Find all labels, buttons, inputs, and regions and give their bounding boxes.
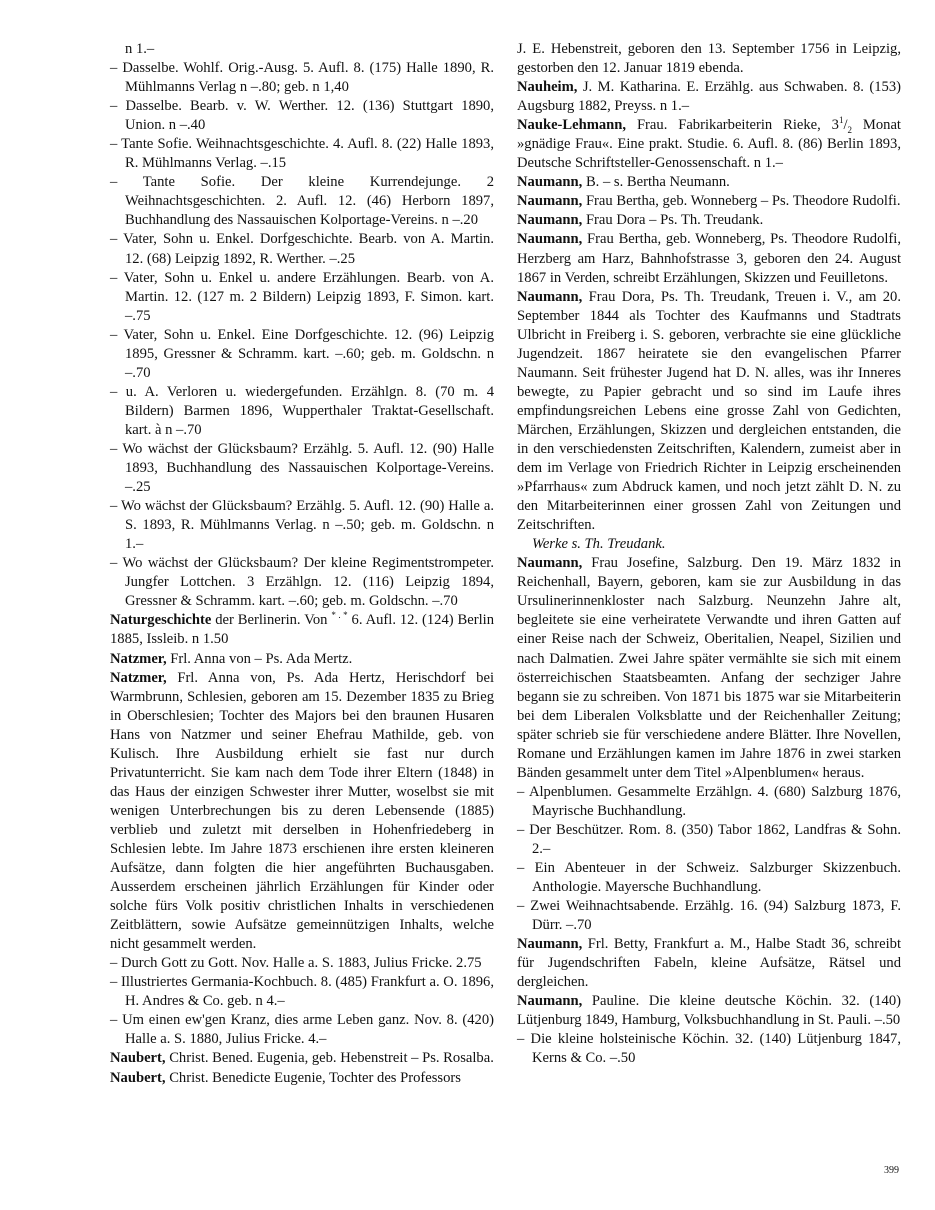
entry-text: Frl. Betty, Frankfurt a. M., Halbe Stadt 36, schreibt für Jugendschriften Fabeln, kleine Aufsätze, Rätsel und dergleichen. [517,936,901,991]
entry-naturgeschichte [110,611,494,649]
entry-text: Frau Bertha, geb. Wonneberg – Ps. Theodore Rudolfi. [582,193,901,210]
headword: Naumann, [517,555,583,572]
entry-text: J. M. Katharina. E. Erzählg. aus Schwaben. 8. (153) Augsburg 1882, Preyss. n 1.– [517,79,901,115]
asterisms: * . * [331,610,348,621]
headword: Naumann, [517,212,583,229]
sub-entry: – Der Beschützer. Rom. 8. (350) Tabor 1862, Landfras & Sohn. 2.– [517,821,901,857]
sub-entry: – Illustriertes Germania-Kochbuch. 8. (485) Frankfurt a. O. 1896, H. Andres & Co. geb. n 4.– [110,974,494,1010]
headword: Nauheim, [517,79,578,96]
sub-entry: – Vater, Sohn u. Enkel. Dorfgeschichte. Bearb. von A. Martin. 12. (68) Leipzig 1892, R. Werther. –.25 [110,231,494,267]
page-number: 399 [884,1165,899,1176]
entry-text: Frau Bertha, geb. Wonneberg, Ps. Theodore Rudolfi, Herzberg am Harz, Bahnhofstrasse 3, geboren den 24. August 1867 in Verden, schreibt Erzählungen, Skizzen und Feuilletons. [517,231,901,286]
entry-text: 6. Aufl. 12. (124) Berlin 1885, Issleib. n 1.50 [110,612,495,648]
entry-text: Monat »gnädige Frau«. Eine prakt. Studie. 6. Aufl. 8. (86) Berlin 1893, Deutsche Schriftsteller-Genossenschaft. n 1.– [517,117,901,172]
headword: Naubert, [110,1050,166,1067]
sub-entry: – u. A. Verloren u. wiedergefunden. Erzählgn. 8. (70 m. 4 Bildern) Barmen 1896, Wupperthaler Traktat-Gesellschaft. kart. à n –.70 [110,383,494,438]
entry-naumann-pauline [517,992,901,1030]
entry-naumann-josefine [517,554,901,783]
sub-entry: – Wo wächst der Glücksbaum? Erzählg. 5. Aufl. 12. (90) Halle 1893, Buchhandlung des Nassauischen Kolportage-Vereins. –.25 [110,440,494,496]
entry-text: Christ. Bened. Eugenia, geb. Hebenstreit – Ps. Rosalba. [165,1050,494,1067]
entry-natzmer-2 [110,669,494,955]
sub-entry: – Tante Sofie. Der kleine Kurrendejunge. 2 Weihnachtsgeschichten. 2. Aufl. 12. (46) Herborn 1897, Buchhandlung des Nassauischen Kolportage-Vereins. n –.20 [110,174,494,229]
fraction-denominator: 2 [847,125,853,136]
works-reference: Werke s. Th. Treudank. [532,536,666,553]
sub-entry: – Ein Abenteuer in der Schweiz. Salzburger Skizzenbuch. Anthologie. Mayersche Buchhandlung. [517,860,901,896]
entry-text: Frl. Anna von – Ps. Ada Mertz. [166,650,353,667]
entry-text: B. – s. Bertha Neumann. [582,174,730,191]
headword: Natzmer, [110,650,167,667]
entry-naumann-dora-1 [517,211,901,230]
sub-entry: – Wo wächst der Glücksbaum? Erzählg. 5. Aufl. 12. (90) Halle a. S. 1893, R. Mühlmanns Verlag. n –.50; geb. m. Goldschn. n 1.– [110,498,494,553]
headword: Naumann, [517,288,583,305]
entry-natzmer-1 [110,650,494,669]
headword: Naubert, [110,1069,166,1086]
sub-entry: – Zwei Weihnachtsabende. Erzählg. 16. (94) Salzburg 1873, F. Dürr. –.70 [517,898,901,934]
headword: Naturgeschichte [110,612,212,629]
left-column [110,40,494,1088]
sub-entry: – Vater, Sohn u. Enkel. Eine Dorfgeschichte. 12. (96) Leipzig 1895, Gressner & Schramm. kart. –.60; geb. m. Goldschn. n –.70 [110,326,494,381]
headword: Naumann, [517,231,583,248]
entry-naubert-1 [110,1049,494,1068]
fraction-numerator: 1 [838,115,844,126]
sub-entry: – Dasselbe. Wohlf. Orig.-Ausg. 5. Aufl. 8. (175) Halle 1890, R. Mühlmanns Verlag n –.80; geb. n 1,40 [110,60,494,96]
sub-entry: – Alpenblumen. Gesammelte Erzählgn. 4. (680) Salzburg 1876, Mayrische Buchhandlung. [517,783,901,819]
entry-text: Frau Dora, Ps. Th. Treudank, Treuen i. V., am 20. September 1844 als Tochter des Kaufmanns und Stadtrats Ulbricht in Freiberg i. S. geboren, verbrachte sie eine glückliche Jugendzeit. 1867 heiratete sie den evangelischen Pfarrer Naumann. Seit frühester Jugend hat D. N. alles, was ihr Inneres bewegte, zu Papier gebracht und so sind im Laufe ihres empfindungsreichen Lebens eine grosse Zahl von Gedichten, Märchen, Erzählungen, Skizzen und dergleichen entstanden, die in den verschiedensten Zeitschriften, Kalendern, zumeist aber in dem im Verlage von Friedrich Richter in Leipzig erscheinenden »Pfarrhaus« zum Abdruck kamen, und noch jetzt zählt D. N. zu den Mitarbeiterinnen einer grossen Zahl von Zeitungen und Zeitschriften. [517,288,901,534]
headword: Naumann, [517,193,583,210]
entry-naumann-dora-2 [517,288,901,536]
sub-entry: – Die kleine holsteinische Köchin. 32. (140) Lütjenburg 1847, Kerns & Co. –.50 [517,1031,901,1067]
headword: Natzmer, [110,669,167,686]
entry-text: Frau. Fabrikarbeiterin Rieke, 3 [626,117,839,134]
entry-text: Christ. Benedicte Eugenie, Tochter des Professors [165,1069,461,1086]
sub-entry: – Tante Sofie. Weihnachtsgeschichte. 4. Aufl. 8. (22) Halle 1893, R. Mühlmanns Verlag. –.15 [110,136,494,172]
entry-naumann-betty [517,935,901,992]
sub-entry: – Vater, Sohn u. Enkel u. andere Erzählungen. Bearb. von A. Martin. 12. (127 m. 2 Bildern) Leipzig 1893, F. Simon. kart. –.75 [110,269,494,324]
fraction-slash: / [843,117,848,134]
entry-nauke-lehmann [517,116,901,173]
headword: Naumann, [517,174,583,191]
sub-entry: – Wo wächst der Glücksbaum? Der kleine Regimentstrompeter. Jungfer Lottchen. 3 Erzählgn. 12. (116) Leipzig 1894, Gressner & Schramm. kart. –.60; geb. m. Goldschn. –.70 [110,555,494,610]
sub-entry: – Durch Gott zu Gott. Nov. Halle a. S. 1883, Julius Fricke. 2.75 [110,955,482,972]
entry-naumann-bertha-1 [517,192,901,211]
entry-text: Frl. Anna von, Ps. Ada Hertz, Herischdorf bei Warmbrunn, Schlesien, geboren am 15. Dezember 1835 zu Brieg in Oberschlesien; Tochter des Majors bei den braunen Husaren Hans von Natzmer und seiner Ehefrau Mathilde, geb. von Kulisch. Ihre Ausbildung erhielt sie fast nur durch Privatunterricht. Sie kam nach dem Tode ihrer Eltern (1848) in das Haus der einzigen Schwester ihrer Mutter, woselbst sie mit wenigen Unterbrechungen bis zu deren Lebensende (1885) verblieb und zuletzt mit derselben in Hohenfriedeberg in Schlesien lebte. Im Jahre 1873 erschienen ihre ersten kleineren Aufsätze, dann folgten die hier angeführten Buchausgaben. Ausserdem erscheinen jährlich Erzählungen für Kinder oder solche fürs Volk positiv christlichen Inhalts in verschiedenen Zeitblättern, sowie Aufsätze gemeinnützigen Inhalts, welche nicht gesammelt werden. [110,669,494,953]
headword: Naumann, [517,936,583,953]
entry-text: Pauline. Die kleine deutsche Köchin. 32. (140) Lütjenburg 1849, Hamburg, Volksbuchhandlung in St. Pauli. –.50 [517,993,901,1029]
entry-naubert-2 [110,1069,494,1088]
continuation-text: J. E. Hebenstreit, geboren den 13. September 1756 in Leipzig, gestorben den 12. Januar 1819 ebenda. [517,41,901,77]
entry-text: der Berlinerin. Von [211,612,332,629]
sub-entry: – Um einen ew'gen Kranz, dies arme Leben ganz. Nov. 8. (420) Halle a. S. 1880, Julius Fricke. 4.– [110,1012,494,1048]
sub-entry: – Dasselbe. Bearb. v. W. Werther. 12. (136) Stuttgart 1890, Union. n –.40 [110,98,494,134]
continuation-line: n 1.– [125,41,155,57]
entry-naumann-b [517,173,901,192]
right-column [517,40,901,1069]
entry-nauheim [517,78,901,116]
headword: Naumann, [517,993,583,1010]
headword: Nauke-Lehmann, [517,117,627,134]
entry-text: Frau Dora – Ps. Th. Treudank. [582,212,764,229]
entry-naumann-bertha-2 [517,230,901,287]
entry-text: Frau Josefine, Salzburg. Den 19. März 1832 in Reichenhall, Bayern, geboren, kam sie zur Ausbildung in das Ursulinerinnenkloster nach Salzburg. Neunzehn Jahre alt, begleitete sie eine verheiratete Verwandte und ihren Gatten auf einer Reise nach der Schweiz, Oberitalien, Neapel, Sizilien und nach Dalmatien. Zwei Jahre später vermählte sie sich mit einem österreichischen Staatsbeamten. Anfang der sechziger Jahre begann sie zu schreiben. Von 1871 bis 1875 war sie Mitarbeiterin bei dem Liberalen Volksblatte und der Reichenhaller Zeitung; später schrieb sie für verschiedene andere Blätter. Ihre Novellen, Romane und Erzählungen kamen im Jahre 1876 in zwei starken Bänden gesammelt unter dem Titel »Alpenblumen« heraus. [517,555,901,781]
